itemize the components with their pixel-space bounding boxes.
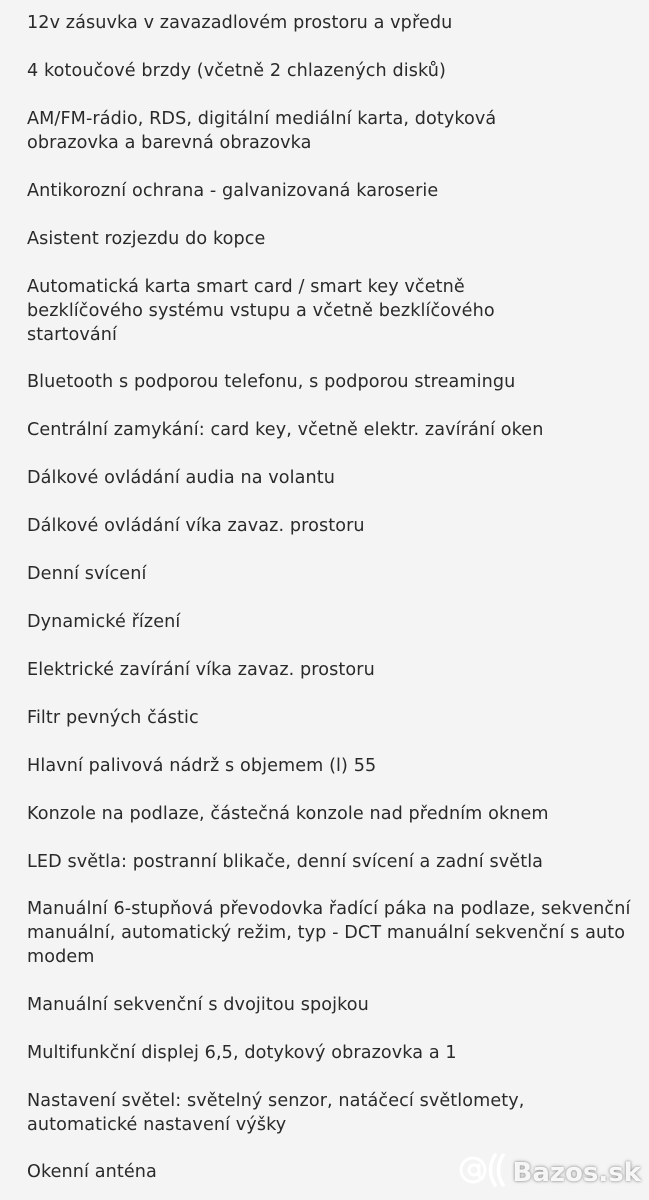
list-item: 12v zásuvka v zavazadlovém prostoru a vpředu <box>27 13 453 33</box>
list-item: AM/FM-rádio, RDS, digitální mediální karta, dotyková obrazovka a barevná obrazovka <box>27 109 497 153</box>
list-item: Nastavení světel: světelný senzor, natáčecí světlomety, automatické nastavení výšky <box>27 1091 525 1135</box>
list-item: Multifunkční displej 6,5, dotykový obrazovka a 1 <box>27 1043 457 1063</box>
list-item: Centrální zamykání: card key, včetně elektr. zavírání oken <box>27 420 544 440</box>
list-item: Elektrické zavírání víka zavaz. prostoru <box>27 660 375 680</box>
list-item: Antikorozní ochrana - galvanizovaná karoserie <box>27 181 439 201</box>
list-item: Automatická karta smart card / smart key včetně bezklíčového systému vstupu a včetně bezklíčového startování <box>27 277 495 345</box>
bazos-logo-icon <box>457 1151 507 1196</box>
list-item: 4 kotoučové brzdy (včetně 2 chlazených disků) <box>27 61 446 81</box>
bazos-watermark <box>457 1153 641 1193</box>
list-item: Manuální sekvenční s dvojitou spojkou <box>27 995 369 1015</box>
list-item: Manuální 6-stupňová převodovka řadící páka na podlaze, sekvenční manuální, automatický režim, typ - DCT manuální sekvenční s auto modem <box>27 899 631 967</box>
list-item: Dálkové ovládání víka zavaz. prostoru <box>27 516 365 536</box>
list-item: Okenní anténa <box>27 1162 157 1182</box>
list-item: Dynamické řízení <box>27 612 181 632</box>
list-item: Denní svícení <box>27 564 147 584</box>
list-item: Bluetooth s podporou telefonu, s podporou streamingu <box>27 372 516 392</box>
list-item: Asistent rozjezdu do kopce <box>27 229 266 249</box>
list-item: LED světla: postranní blikače, denní svícení a zadní světla <box>27 852 544 872</box>
list-item: Filtr pevných částic <box>27 708 199 728</box>
list-item: Konzole na podlaze, částečná konzole nad předním oknem <box>27 804 549 824</box>
watermark-text: Bazos.sk <box>512 1158 641 1188</box>
list-item: Hlavní palivová nádrž s objemem (l) 55 <box>27 756 377 776</box>
list-item: Dálkové ovládání audia na volantu <box>27 468 336 488</box>
